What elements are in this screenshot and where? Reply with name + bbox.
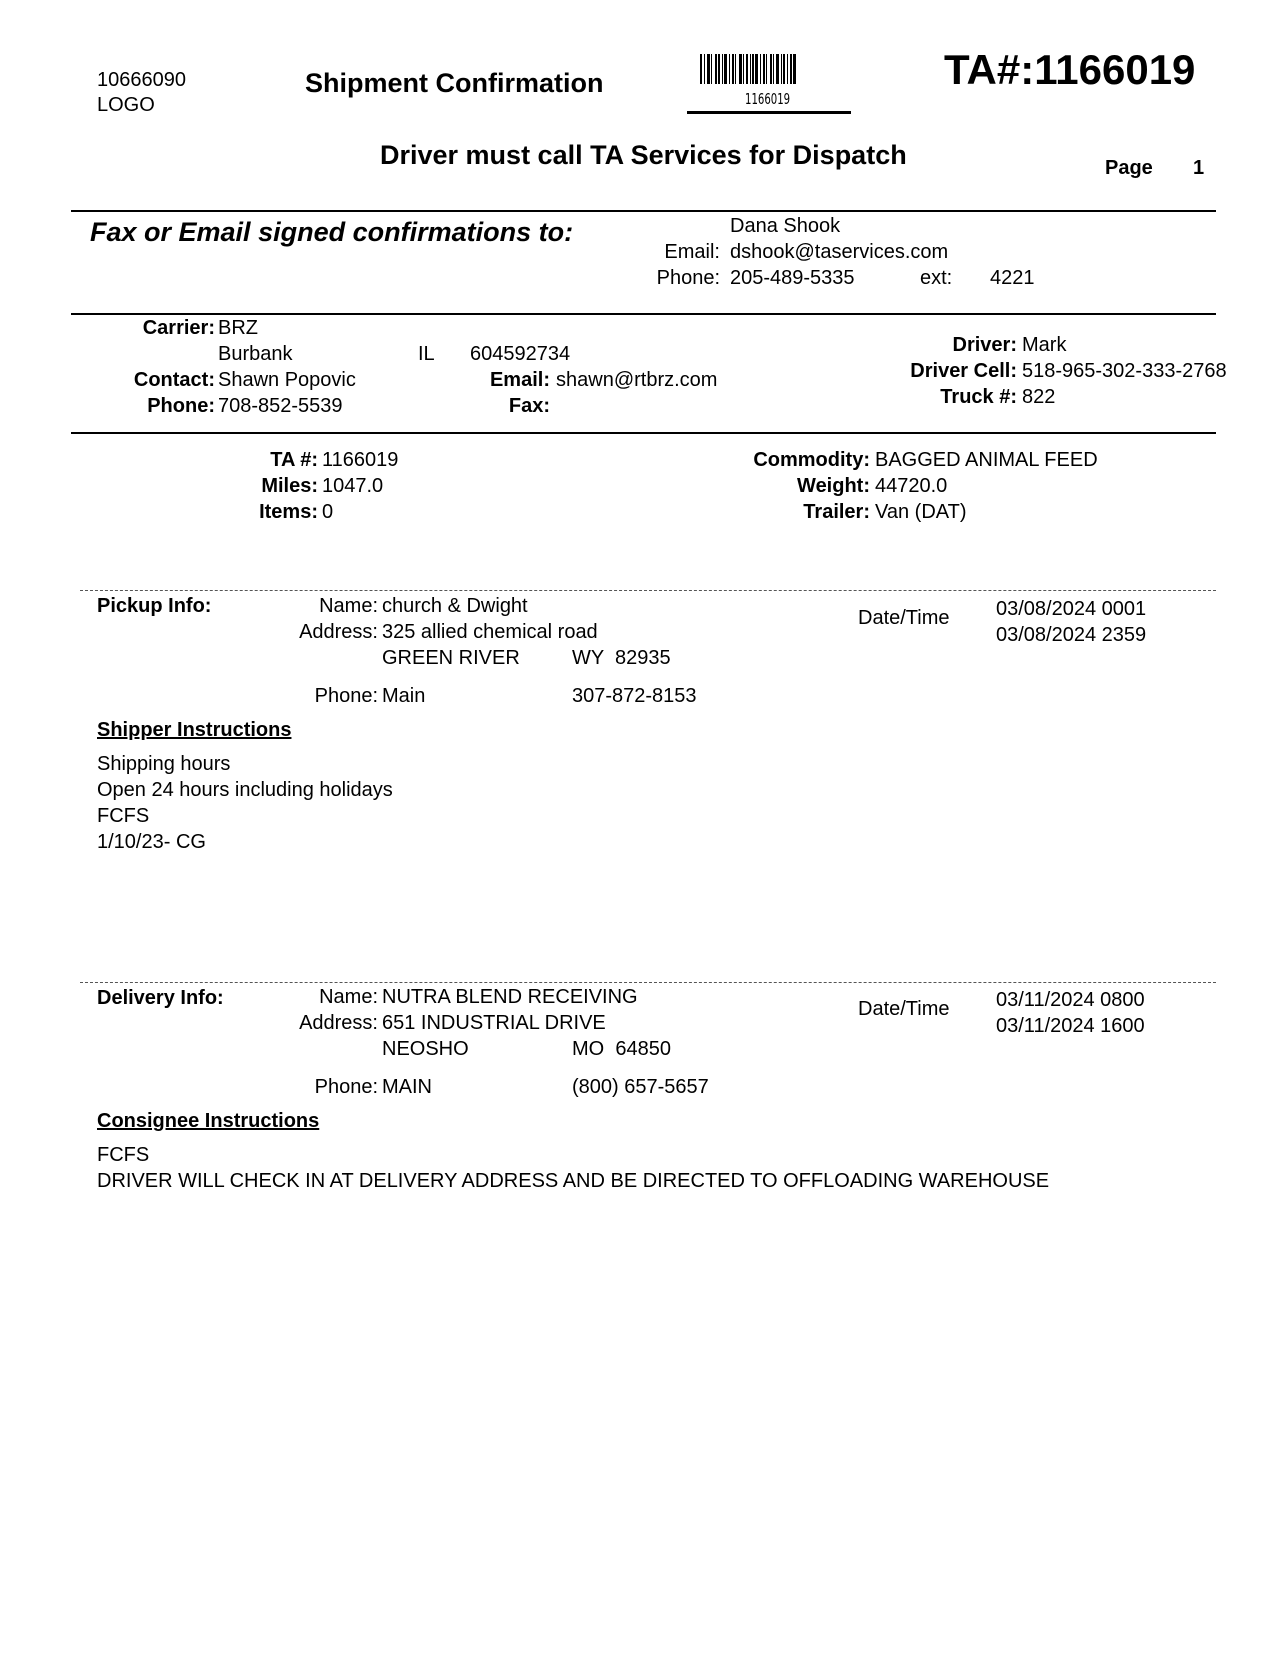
weight: 44720.0 [875,475,948,497]
delivery-address: 651 INDUSTRIAL DRIVE [382,1012,606,1034]
contact-ext-label: ext: [920,267,953,289]
carrier-state: IL [418,343,435,365]
pickup-name: church & Dwight [382,595,528,617]
pickup-address-label: Address: [299,621,378,643]
carrier-name: BRZ [218,317,258,339]
pickup-phone-label: Phone: [314,685,378,707]
carrier-phone: 708-852-5539 [218,395,343,417]
contact-ext: 4221 [990,267,1035,289]
consignee-instruction-line: DRIVER WILL CHECK IN AT DELIVERY ADDRESS AND BE DIRECTED TO OFFLOADING WAREHOUSE [97,1170,1050,1192]
shipper-instruction-line: Shipping hours [97,753,231,775]
carrier-fax-label: Fax: [508,395,550,417]
delivery-datetime-end: 03/11/2024 1600 [996,1015,1145,1037]
shipper-instruction-line: 1/10/23- CG [97,831,206,853]
carrier-city: Burbank [218,343,293,365]
pickup-city: GREEN RIVER [382,647,520,669]
pickup-state-zip: WY 82935 [572,647,671,669]
load-items-label: Items: [259,501,318,523]
driver-cell: 518-965-302-333-2768 [1022,360,1227,382]
pickup-phone-type: Main [382,685,426,707]
trailer: Van (DAT) [875,501,967,523]
pickup-datetime-start: 03/08/2024 0001 [996,598,1147,620]
page-number: 1 [1193,157,1205,179]
pickup-name-label: Name: [319,595,378,617]
delivery-phone: (800) 657-5657 [572,1076,709,1098]
pickup-datetime-end: 03/08/2024 2359 [996,624,1147,646]
barcode-underline [687,111,851,114]
divider [71,210,1216,212]
carrier-email: shawn@rtbrz.com [556,369,718,391]
load-ta: 1166019 [322,449,399,471]
trailer-label: Trailer: [803,501,870,523]
shipper-instruction-line: Open 24 hours including holidays [97,779,393,801]
delivery-datetime-label: Date/Time [858,998,950,1020]
driver-cell-label: Driver Cell: [910,360,1017,382]
carrier-label: Carrier: [142,317,215,339]
page-title: Shipment Confirmation [305,68,604,98]
barcode-number: 1166019 [745,90,791,108]
carrier-phone-label: Phone: [147,395,215,417]
driver-name: Mark [1022,334,1067,356]
fax-email-heading: Fax or Email signed confirmations to: [90,217,574,247]
load-miles: 1047.0 [322,475,384,497]
commodity: BAGGED ANIMAL FEED [875,449,1098,471]
contact-email-label: Email: [664,241,720,263]
load-items: 0 [322,501,334,523]
consignee-instruction-line: FCFS [97,1144,150,1166]
contact-email: dshook@taservices.com [730,241,949,263]
delivery-datetime-start: 03/11/2024 0800 [996,989,1145,1011]
delivery-name-label: Name: [319,986,378,1008]
contact-name: Dana Shook [730,215,841,237]
delivery-city: NEOSHO [382,1038,469,1060]
barcode-image [700,54,796,84]
truck-label: Truck #: [940,386,1017,408]
pickup-address: 325 allied chemical road [382,621,598,643]
carrier-contact: Shawn Popovic [218,369,356,391]
dashed-divider [80,590,1216,591]
delivery-section-label: Delivery Info: [97,987,224,1009]
delivery-phone-label: Phone: [314,1076,378,1098]
pickup-phone: 307-872-8153 [572,685,697,707]
truck-number: 822 [1022,386,1056,408]
logo-placeholder: LOGO [97,94,155,116]
carrier-contact-label: Contact: [133,369,215,391]
delivery-phone-type: MAIN [382,1076,432,1098]
divider [71,432,1216,434]
dispatch-notice: Driver must call TA Services for Dispatch [380,140,907,170]
pickup-datetime-label: Date/Time [858,607,950,629]
commodity-label: Commodity: [753,449,870,471]
divider [71,313,1216,315]
delivery-address-label: Address: [299,1012,378,1034]
delivery-name: NUTRA BLEND RECEIVING [382,986,638,1008]
shipper-instructions-heading: Shipper Instructions [97,719,292,741]
delivery-state-zip: MO 64850 [572,1038,671,1060]
consignee-instructions-heading: Consignee Instructions [97,1110,320,1132]
carrier-email-label: Email: [489,369,550,391]
shipper-instruction-line: FCFS [97,805,150,827]
contact-phone-label: Phone: [656,267,720,289]
load-miles-label: Miles: [261,475,318,497]
weight-label: Weight: [797,475,870,497]
load-ta-label: TA #: [270,449,318,471]
dashed-divider [80,982,1216,983]
carrier-zip: 604592734 [470,343,571,365]
contact-phone: 205-489-5335 [730,267,855,289]
pickup-section-label: Pickup Info: [97,595,212,617]
logo-code: 10666090 [97,69,186,91]
ta-number-header: TA#:1166019 [944,46,1196,93]
driver-label: Driver: [952,334,1017,356]
page-label: Page [1105,157,1153,179]
